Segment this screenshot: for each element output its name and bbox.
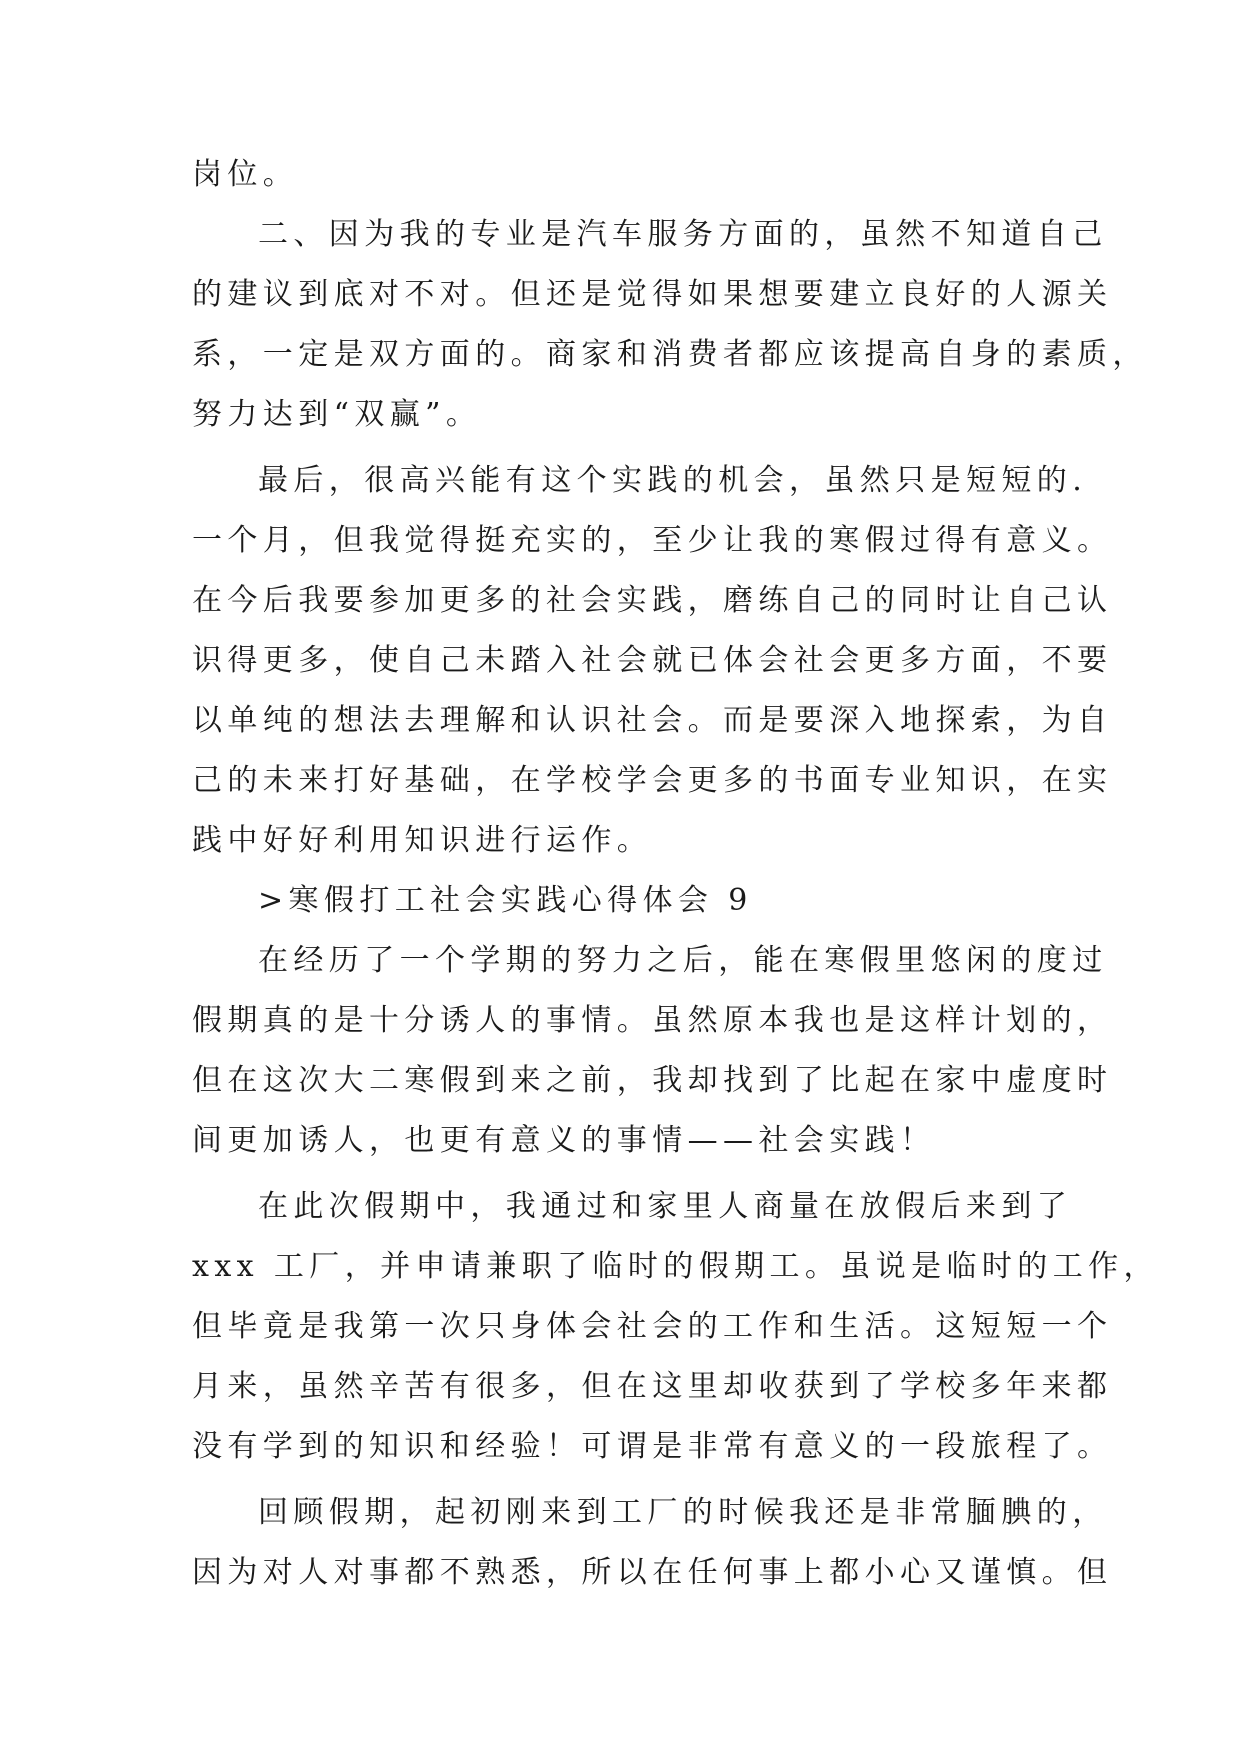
text-line: 以单纯的想法去理解和认识社会。而是要深入地探索，为自 xyxy=(192,703,1113,738)
text-line: 践中好好利用知识进行运作。 xyxy=(192,823,653,858)
section-heading: >寒假打工社会实践心得体会 9 xyxy=(258,883,753,918)
text-line: 没有学到的知识和经验！可谓是非常有意义的一段旅程了。 xyxy=(192,1429,1113,1464)
text-line: 但毕竟是我第一次只身体会社会的工作和生活。这短短一个 xyxy=(192,1309,1113,1344)
paragraph-start: 在经历了一个学期的努力之后，能在寒假里悠闲的度过 xyxy=(258,943,1108,978)
text-line: 识得更多，使自己未踏入社会就已体会社会更多方面，不要 xyxy=(192,643,1113,678)
text-line: 系，一定是双方面的。商家和消费者都应该提高自身的素质， xyxy=(192,337,1148,372)
paragraph-start: 最后，很高兴能有这个实践的机会，虽然只是短短的. xyxy=(258,463,1088,498)
text-line: 一个月，但我觉得挺充实的，至少让我的寒假过得有意义。 xyxy=(192,523,1113,558)
text-line: 但在这次大二寒假到来之前，我却找到了比起在家中虚度时 xyxy=(192,1063,1113,1098)
paragraph-start: 在此次假期中，我通过和家里人商量在放假后来到了 xyxy=(258,1189,1073,1224)
paragraph-start: 二、因为我的专业是汽车服务方面的，虽然不知道自己 xyxy=(258,217,1108,252)
text-line: 假期真的是十分诱人的事情。虽然原本我也是这样计划的， xyxy=(192,1003,1113,1038)
text-line: 努力达到“双赢”。 xyxy=(192,397,482,432)
paragraph-start: 回顾假期，起初刚来到工厂的时候我还是非常腼腆的， xyxy=(258,1495,1108,1530)
text-line: 间更加诱人，也更有意义的事情——社会实践！ xyxy=(192,1123,936,1158)
text-line: 月来，虽然辛苦有很多，但在这里却收获到了学校多年来都 xyxy=(192,1369,1113,1404)
text-line: 岗位。 xyxy=(192,157,299,192)
text-line: 在今后我要参加更多的社会实践，磨练自己的同时让自己认 xyxy=(192,583,1113,618)
text-line: xxx 工厂，并申请兼职了临时的假期工。虽说是临时的工作， xyxy=(192,1249,1159,1284)
text-line: 己的未来打好基础，在学校学会更多的书面专业知识，在实 xyxy=(192,763,1113,798)
text-line: 的建议到底对不对。但还是觉得如果想要建立良好的人源关 xyxy=(192,277,1113,312)
text-line: 因为对人对事都不熟悉，所以在任何事上都小心又谨慎。但 xyxy=(192,1555,1113,1590)
